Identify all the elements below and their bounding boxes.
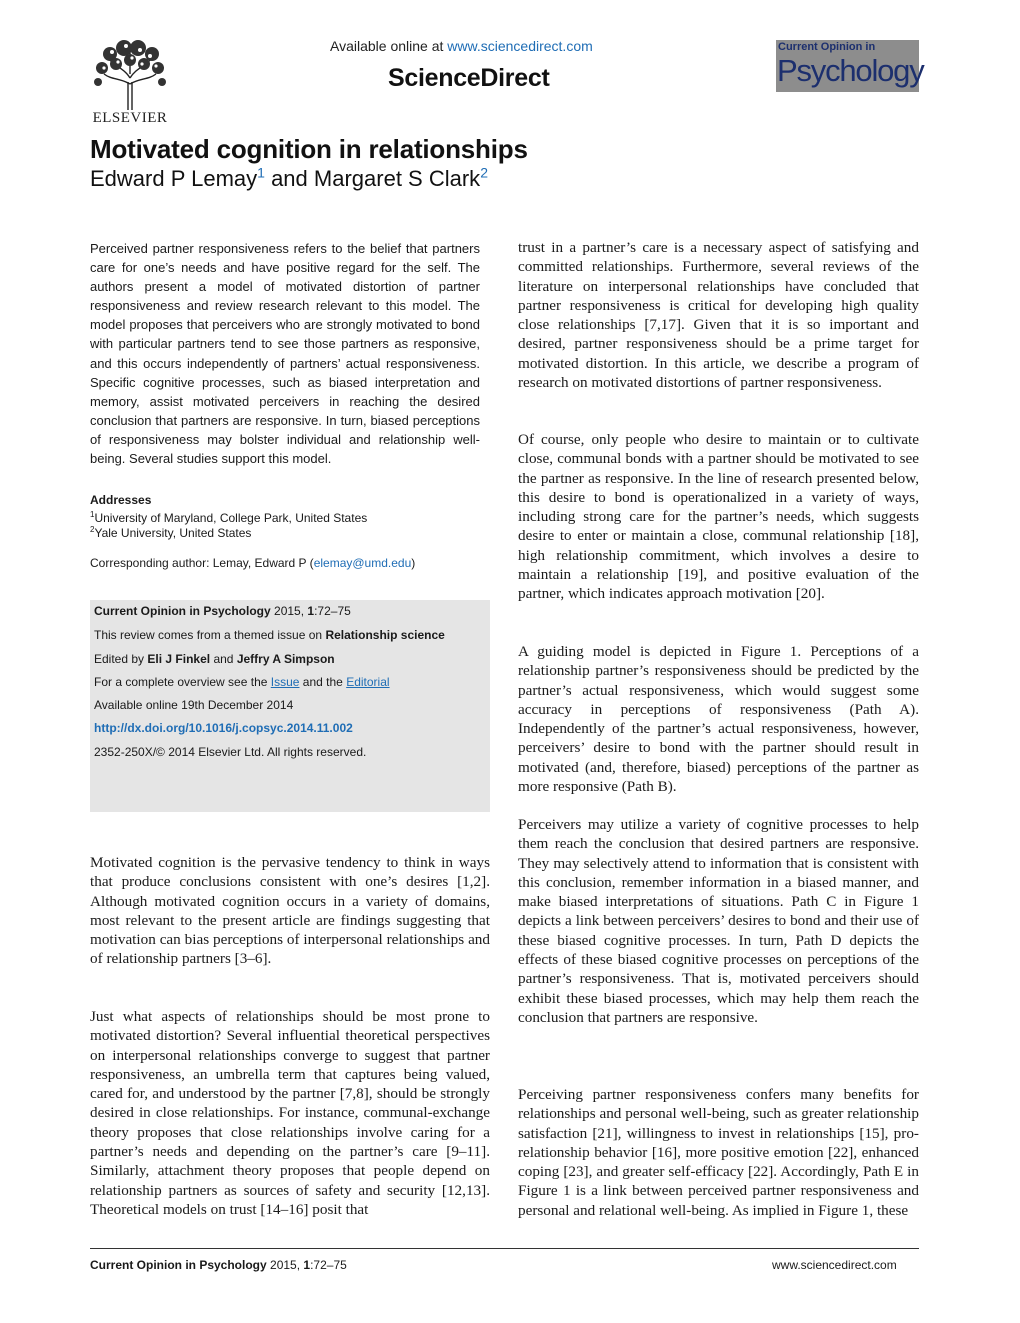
sciencedirect-link[interactable]: www.sciencedirect.com: [447, 38, 593, 54]
body-paragraph: Perceiving partner responsiveness confers many benefits for relationships and personal well-being, such as greater relationship satisfaction [21], willingness to invest in relationships [15], pro-relationship behavior [16], more positive emotion [22], enhanced coping [23], and greater self-efficacy [22]. Accordingly, Path E in Figure 1 is a link between perceived partner responsiveness and personal and relational well-being. As implied in Figure 1, these: [518, 1086, 919, 1219]
themed-issue-label: This review comes from a themed issue on: [94, 628, 323, 642]
editor-name: Eli J Finkel: [147, 652, 211, 666]
available-online-label: Available online at: [330, 38, 444, 54]
tree-icon: [90, 38, 170, 110]
journal-badge: [776, 40, 924, 92]
article-info-box: [90, 600, 490, 812]
editors-and: and: [213, 652, 234, 666]
citation-pages: :72–75: [314, 604, 351, 618]
themed-issue-name: Relationship science: [325, 628, 445, 642]
author-name: Margaret S Clark: [313, 166, 481, 191]
address-line: [90, 510, 367, 525]
citation-year: 2015,: [274, 604, 305, 618]
body-paragraph: Motivated cognition is the pervasive tendency to think in ways that produce conclusions consistent with one’s desires [1,2]. Although motivated cognition occurs in a variety of domains, most relevant to the present article are findings suggesting that motivation can bias perceptions of interpersonal relationships and of relationship partners [3–6].: [90, 854, 490, 968]
body-paragraph: Perceivers may utilize a variety of cognitive processes to help them reach the conclusion that desired partners are responsive. They may selectively attend to information that is consistent with this conclusion, remember information in a biased manner, and make biased interpretations of situations. Path C in Figure 1 depicts a link between perceivers’ desires to bond and their use of these biased cognitive processes. In turn, Path D depicts the effects of these biased cognitive processes on perceptions of the partner’s responsiveness. That is, motivated perceivers should exhibit these biased processes, which may help them reach the conclusion that partners are responsive.: [518, 816, 919, 1026]
footer-journal: Current Opinion in Psychology: [90, 1258, 267, 1272]
body-paragraph: trust in a partner’s care is a necessary aspect of satisfying and committed relationships. Furthermore, several reviews of the literature on interpersonal relationships have concluded that partner responsiveness is critical for developing high quality close relationships [7,17]. Given that it is so important and desired, partner responsiveness should be a prime target for motivated distortion. In this article, we describe a program of research on motivated distortions of partner responsiveness.: [518, 239, 919, 392]
available-online: [330, 38, 593, 54]
sciencedirect-wordmark: ScienceDirect: [388, 64, 550, 92]
editors-line: [94, 652, 335, 666]
available-date: Available online 19th December 2014: [94, 698, 294, 712]
body-paragraph: Of course, only people who desire to maintain or to cultivate close, communal bonds with a partner should be motivated to see the partner as responsive. In the line of research presented below, this desire to bond is operationalized in a variety of ways, including strong care for the partner’s needs, which suggests desire to enter or maintain a close, communal relationship [18], high relationship commitment, which involves a desire to maintain a relationship [19], and positive evaluation of the partner, which indicates approach motivation [20].: [518, 431, 919, 603]
article-title: Motivated cognition in relationships: [90, 134, 528, 164]
address-sup: 1: [90, 510, 95, 519]
footer-divider: [90, 1248, 919, 1249]
address-line: [90, 525, 251, 540]
citation-line: [94, 604, 351, 618]
copyright-line: 2352-250X/© 2014 Elsevier Ltd. All rights reserved.: [94, 745, 367, 759]
overview-line: [94, 675, 390, 689]
corresponding-suffix: ): [411, 556, 416, 570]
overview-label: For a complete overview see the: [94, 675, 268, 689]
body-paragraph: A guiding model is depicted in Figure 1. Perceptions of a relationship partner’s responsiveness should be predicted by the partner’s actual responsiveness, which would suggest some accuracy in perceptions of responsiveness (Path A). Independently of the partner’s actual responsiveness, however, perceivers’ desire to bond with the partner should result in motivated (and, therefore, biased) perceptions of the partner as more responsive (Path B).: [518, 643, 919, 796]
footer-pages: :72–75: [310, 1258, 347, 1272]
affiliation-link[interactable]: 2: [480, 164, 488, 181]
footer-citation: [90, 1258, 347, 1272]
editorial-link[interactable]: Editorial: [346, 675, 390, 689]
themed-issue-line: [94, 628, 445, 642]
author-list: [90, 166, 488, 192]
issue-link[interactable]: Issue: [270, 675, 300, 689]
journal-name: Current Opinion in Psychology: [94, 604, 271, 618]
editors-label: Edited by: [94, 652, 145, 666]
footer-volume: 1: [303, 1258, 311, 1272]
addresses-heading: Addresses: [90, 493, 152, 507]
corresponding-author: [90, 556, 415, 570]
author-join: and: [271, 166, 308, 191]
address-text: University of Maryland, College Park, United States: [94, 511, 368, 525]
corresponding-label: Corresponding author: Lemay, Edward P (: [90, 556, 314, 570]
footer-year: 2015,: [270, 1258, 301, 1272]
citation-volume: 1: [307, 604, 315, 618]
affiliation-link[interactable]: 1: [257, 164, 265, 181]
journal-badge-main: Psychology: [777, 53, 924, 88]
doi-link[interactable]: http://dx.doi.org/10.1016/j.copsyc.2014.11.002: [94, 721, 353, 735]
address-text: Yale University, United States: [94, 526, 252, 540]
address-sup: 2: [90, 525, 95, 534]
abstract: Perceived partner responsiveness refers to the belief that partners care for one’s needs and have positive regard for the self. The authors present a model of motivated distortion of partner responsiveness and review research relevant to this model. The model proposes that perceivers who are strongly motivated to bond with particular partners tend to see those partners as responsive, and this occurs independently of partners’ actual responsiveness. Specific cognitive processes, such as biased interpretation and memory, assist motivated perceivers in reaching the desired conclusion that partners are responsive. In turn, biased perceptions of responsiveness may bolster individual and relationship well-being. Several studies support this model.: [90, 241, 480, 467]
overview-and: and the: [302, 675, 343, 689]
footer-site: www.sciencedirect.com: [772, 1258, 897, 1272]
body-paragraph: Just what aspects of relationships should be most prone to motivated distortion? Several influential theoretical perspectives on interpersonal relationships converge to suggest that partner responsiveness, an umbrella term that captures being valued, cared for, and understood by the partner [7,8], should be strongly desired in close relationships. For instance, communal-exchange theory proposes that close relationships involve caring for a partner’s needs and depending on the partner’s care [9–11]. Similarly, attachment theory proposes that people depend on relationship partners as sources of safety and security [12,13]. Theoretical models on trust [14–16] posit that: [90, 1008, 490, 1218]
email-link[interactable]: elemay@umd.edu: [313, 556, 412, 570]
author-name: Edward P Lemay: [90, 166, 258, 191]
publisher-wordmark: ELSEVIER: [92, 110, 168, 126]
journal-badge-top: Current Opinion in: [778, 41, 876, 53]
editor-name: Jeffry A Simpson: [236, 652, 335, 666]
